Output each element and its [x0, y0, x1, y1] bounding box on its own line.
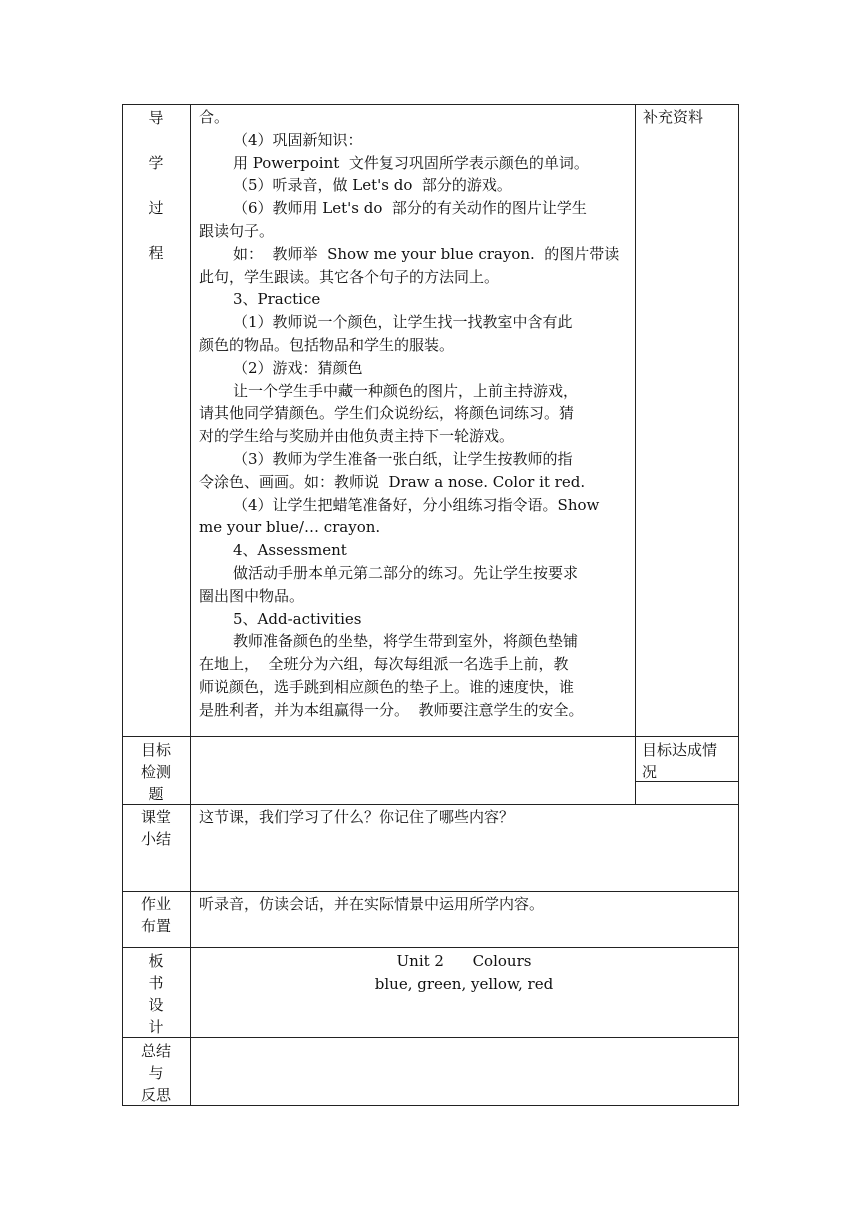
process-line: 跟读句子。	[199, 222, 275, 240]
process-line: 对的学生给与奖励并由他负责主持下一轮游戏。	[199, 427, 515, 446]
target-test-label	[122, 739, 190, 805]
process-line: me your blue/… crayon.	[199, 518, 381, 537]
process-line: 让一个学生手中藏一种颜色的图片，上前主持游戏，	[233, 381, 579, 400]
table-bottom-border	[122, 1105, 739, 1106]
homework-label-line: 布置	[140, 917, 171, 935]
process-line: 师说颜色，选手跳到相应颜色的垫子上。谁的速度快，谁	[199, 678, 575, 696]
process-line: 教师准备颜色的坐垫，将学生带到室外，将颜色垫铺	[233, 632, 579, 651]
achievement-label-line: 况	[642, 763, 658, 781]
board-design-title: Unit 2 Colours	[396, 952, 532, 970]
achievement-label-line: 目标达成情	[642, 741, 718, 759]
supplement-label: 补充资料	[643, 108, 704, 126]
process-line: 圈出图中物品。	[199, 586, 305, 605]
homework-label-line: 作业	[140, 895, 171, 913]
row-divider-homework	[122, 947, 739, 948]
process-line: 4、Assessment	[233, 541, 347, 560]
reflection-label-line: 与	[148, 1064, 164, 1082]
process-line: （4）让学生把蜡笔准备好，分小组练习指令语。Show	[233, 495, 600, 514]
process-line: 是胜利者，并为本组赢得一分。 教师要注意学生的安全。	[199, 700, 584, 719]
process-label-char: 学	[148, 154, 164, 172]
process-line: 用 Powerpoint 文件复习巩固所学表示颜色的单词。	[233, 153, 589, 172]
summary-label-line: 课堂	[140, 808, 171, 826]
summary-label-line: 小结	[140, 830, 171, 848]
target-test-label-line: 检测	[140, 763, 171, 781]
process-label-char: 程	[148, 244, 164, 262]
board-design-label-line: 板	[148, 952, 164, 970]
row-divider-summary	[122, 891, 739, 892]
process-line: 如： 教师举 Show me your blue crayon. 的图片带读	[233, 244, 620, 263]
process-line: 5、Add-activities	[233, 609, 362, 628]
process-line: 请其他同学猜颜色。学生们众说纷纭，将颜色词练习。猜	[199, 404, 575, 423]
process-line: （4）巩固新知识：	[233, 130, 363, 149]
row-divider-board	[122, 1037, 739, 1038]
row-divider-guide	[122, 736, 739, 737]
process-line: 做活动手册本单元第二部分的练习。先让学生按要求	[233, 564, 579, 582]
board-design-label	[122, 950, 190, 1038]
reflection-label	[122, 1040, 190, 1106]
process-line: 在地上， 全班分为六组，每次每组派一名选手上前，教	[199, 655, 569, 674]
target-test-label-line: 题	[148, 785, 164, 803]
process-line: 此句，学生跟读。其它各个句子的方法同上。	[199, 267, 500, 286]
summary-label	[122, 806, 190, 850]
process-label-char: 过	[148, 199, 164, 217]
process-line: 3、Practice	[233, 290, 321, 309]
process-line: （3）教师为学生准备一张白纸，让学生按教师的指	[233, 450, 573, 468]
row-divider-target	[122, 804, 739, 805]
process-line: 颜色的物品。包括物品和学生的服装。	[199, 336, 455, 354]
board-design-label-line: 书	[148, 974, 164, 992]
board-design-label-line: 计	[148, 1018, 164, 1036]
process-line: 合。	[199, 108, 230, 126]
reflection-label-line: 反思	[140, 1086, 171, 1104]
target-test-label-line: 目标	[140, 741, 171, 759]
process-content	[190, 104, 635, 736]
table-right-border	[738, 104, 739, 1106]
supplement-column-divider	[635, 104, 636, 805]
board-design-label-line: 设	[148, 996, 164, 1014]
achievement-label	[642, 739, 717, 783]
process-line: （6）教师用 Let's do 部分的有关动作的图片让学生	[233, 199, 587, 218]
homework-label	[122, 893, 190, 937]
process-line: （1）教师说一个颜色，让学生找一找教室中含有此	[233, 313, 573, 332]
process-line: （5）听录音，做 Let's do 部分的游戏。	[233, 176, 512, 195]
process-label-char: 导	[148, 109, 164, 127]
reflection-label-line: 总结	[140, 1042, 171, 1060]
process-line: （2）游戏：猜颜色	[233, 358, 363, 377]
summary-content: 这节课，我们学习了什么？你记住了哪些内容？	[199, 808, 515, 826]
homework-content: 听录音，仿读会话，并在实际情景中运用所学内容。	[199, 895, 545, 913]
process-line: 令涂色、画画。如：教师说 Draw a nose. Color it red.	[199, 472, 586, 491]
board-design-words: blue, green, yellow, red	[374, 975, 554, 993]
